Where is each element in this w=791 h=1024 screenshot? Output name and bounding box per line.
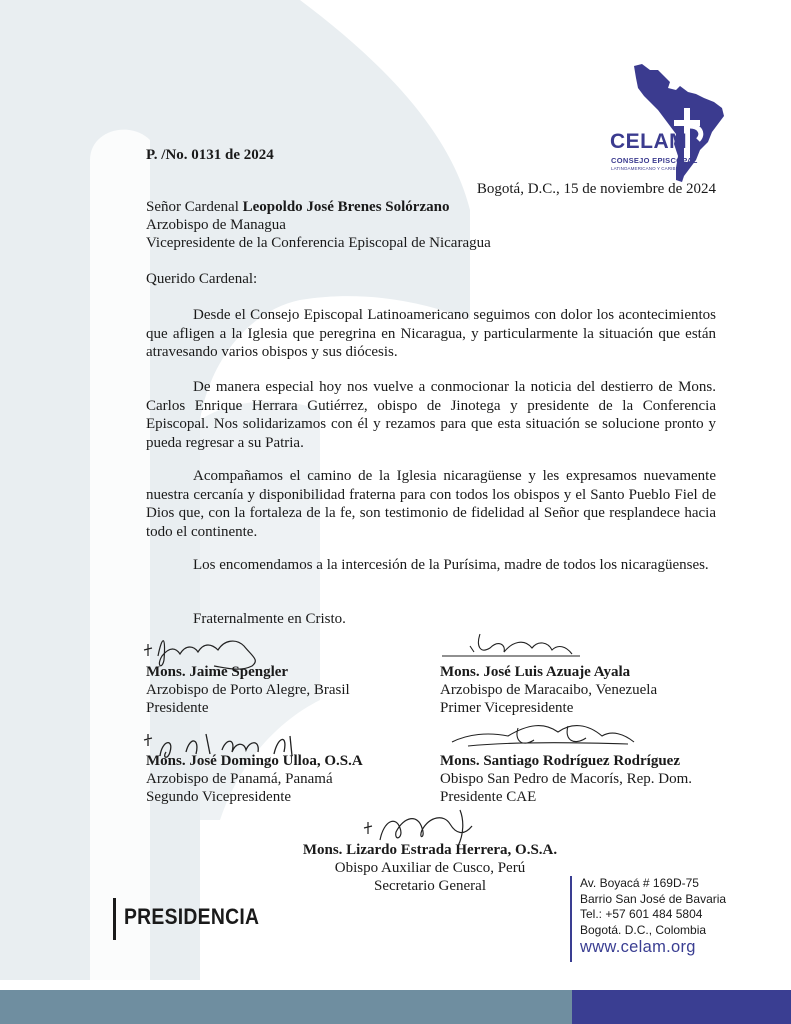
signatory-5-title: Secretario General [373, 878, 487, 894]
logo-subtitle: CONSEJO EPISCOPAL [611, 156, 698, 165]
recipient-office: Vicepresidente de la Conferencia Episcopal de Nicaragua [146, 235, 491, 251]
footer-bar-left [0, 990, 572, 1024]
signatory-4-name: Mons. Santiago Rodríguez Rodríguez [440, 753, 680, 769]
signature-azuaje [440, 626, 590, 666]
signatory-2-name: Mons. José Luis Azuaje Ayala [440, 664, 631, 680]
signatory-1-name: Mons. Jaime Spengler [146, 664, 289, 680]
recipient-name: Leopoldo José Brenes Solórzano [242, 199, 450, 215]
signatory-5-name: Mons. Lizardo Estrada Herrera, O.S.A. [302, 842, 558, 858]
signatory-5-role: Obispo Auxiliar de Cusco, Perú [334, 860, 526, 876]
department-divider [113, 898, 116, 940]
address-line-1: Av. Boyacá # 169D-75 [580, 876, 699, 890]
paragraph-4: Los encomendamos a la intercesión de la Purísima, madre de todos los nicaragüenses. [193, 557, 709, 573]
signatory-3-role: Arzobispo de Panamá, Panamá [146, 771, 333, 787]
signatory-4-title: Presidente CAE [440, 789, 537, 805]
address-divider [570, 876, 572, 962]
signatory-3-name: Mons. José Domingo Ulloa, O.S.A [146, 753, 363, 769]
logo-wordmark: CELAM [610, 130, 688, 153]
signatory-1-title: Presidente [146, 700, 209, 716]
letter-date: Bogotá, D.C., 15 de noviembre de 2024 [476, 181, 716, 197]
reference-number: P. /No. 0131 de 2024 [146, 147, 274, 163]
paragraph-2: De manera especial hoy nos vuelve a conmocionar la noticia del destierro de Mons. Carlos Enrique Herrara Gutiérrez, obispo de Jinotega y presidente de la Conferencia Episcopal. Nos solidarizamos con él y rezamos para que esta situación se solucione pronto y pueda regresar a su Patria. [146, 379, 716, 451]
signatory-1-role: Arzobispo de Porto Alegre, Brasil [146, 682, 350, 698]
signatory-4-role: Obispo San Pedro de Macorís, Rep. Dom. [440, 771, 693, 787]
greeting: Querido Cardenal: [146, 271, 258, 287]
closing: Fraternalmente en Cristo. [193, 611, 346, 627]
signatory-3-title: Segundo Vicepresidente [146, 789, 292, 805]
signatory-2-title: Primer Vicepresidente [440, 700, 574, 716]
city-line: Bogotá. D.C., Colombia [580, 922, 707, 937]
logo-subtitle-small: LATINOAMERICANO Y CARIBEÑO [611, 166, 686, 171]
recipient-name-line [146, 198, 449, 216]
footer-bar-right [572, 990, 791, 1024]
paragraph-3: Acompañamos el camino de la Iglesia nicaragüense y les expresamos nuevamente nuestra cercanía y disponibilidad fraterna para con todos los obispos y el Santo Pueblo Fiel de Dios que, con la fortaleza de la fe, son testimonio de fidelidad al Señor que resplandece hacia todo el continente. [146, 468, 716, 540]
signatory-2-role: Arzobispo de Maracaibo, Venezuela [440, 682, 658, 698]
paragraph-1: Desde el Consejo Episcopal Latinoamericano seguimos con dolor los acontecimientos que afligen a la Iglesia que peregrina en Nicaragua, y particularmente la situación que están atravesando varios obispos y sus diócesis. [146, 307, 716, 360]
department-label: PRESIDENCIA [124, 904, 260, 929]
address-block [580, 876, 726, 938]
recipient-title: Señor Cardenal [146, 199, 239, 215]
recipient-role: Arzobispo de Managua [146, 217, 286, 233]
website-link[interactable]: www.celam.org [580, 938, 696, 956]
phone-line: Tel.: +57 601 484 5804 [580, 907, 703, 921]
address-line-2: Barrio San José de Bavaria [580, 891, 727, 906]
